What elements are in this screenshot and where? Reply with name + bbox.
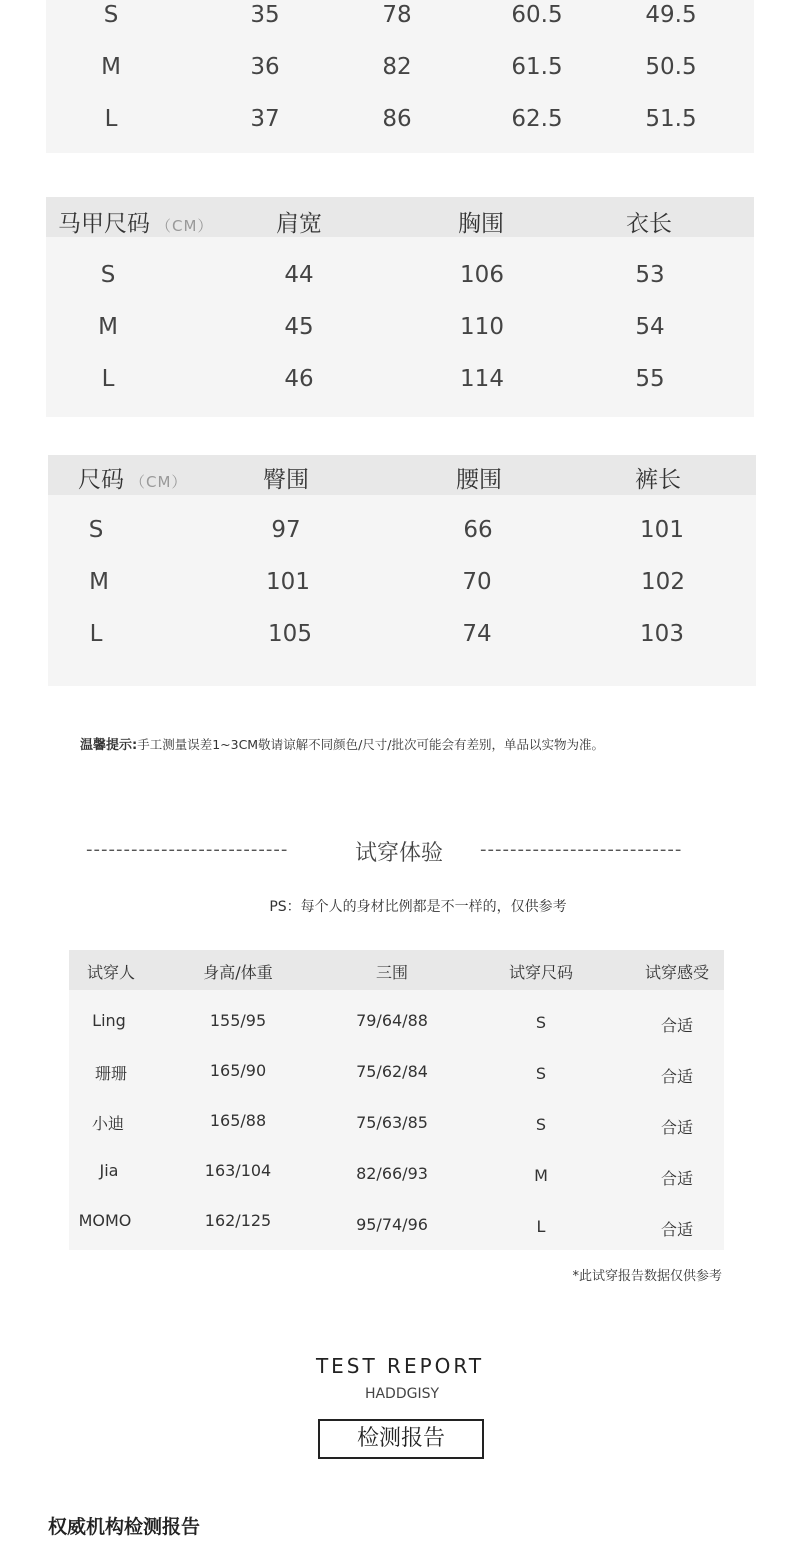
tester-name: MOMO xyxy=(78,1211,132,1230)
table-cell: 50.5 xyxy=(645,54,697,80)
pants-table-unit: （CM） xyxy=(130,473,188,491)
trial-size: M xyxy=(534,1166,548,1185)
table-cell: 105 xyxy=(268,621,312,647)
table-cell: 55 xyxy=(635,366,665,392)
table-cell: 45 xyxy=(284,314,314,340)
trial-feeling: 合适 xyxy=(660,1220,694,1239)
table-cell: 36 xyxy=(250,54,280,80)
trial-footnote: *此试穿报告数据仅供参考 xyxy=(572,1269,722,1284)
table-cell: 54 xyxy=(635,314,665,340)
column-header: 肩宽 xyxy=(276,211,322,237)
table-cell: 44 xyxy=(284,262,314,288)
tester-name: 珊珊 xyxy=(94,1064,128,1083)
column-header: 三围 xyxy=(375,963,409,982)
table-cell: S xyxy=(88,517,104,543)
trial-feeling: 合适 xyxy=(660,1016,694,1035)
table-cell: 114 xyxy=(460,366,504,392)
measurements: 79/64/88 xyxy=(356,1011,428,1030)
trial-size: S xyxy=(535,1115,547,1134)
column-header: 衣长 xyxy=(626,211,672,237)
tester-name: Ling xyxy=(92,1011,126,1030)
height-weight: 165/88 xyxy=(209,1111,267,1130)
column-header: 腰围 xyxy=(456,467,502,493)
brand-name: HADDGISY xyxy=(364,1386,440,1402)
table-cell: 103 xyxy=(640,621,684,647)
vest-table-title-text: 马甲尺码 xyxy=(58,211,150,237)
trial-size: S xyxy=(535,1013,547,1032)
column-header: 试穿尺码 xyxy=(508,963,574,982)
measurement-tip xyxy=(80,734,604,753)
column-header: 臀围 xyxy=(263,467,309,493)
table-cell: 53 xyxy=(635,262,665,288)
table-cell: 37 xyxy=(250,106,280,132)
table-cell: 70 xyxy=(462,569,492,595)
trial-size: L xyxy=(536,1217,546,1236)
trial-table xyxy=(69,950,724,1250)
divider-right: --------------------------- xyxy=(480,839,683,860)
table-cell: S xyxy=(100,262,116,288)
column-header: 试穿感受 xyxy=(644,963,710,982)
tester-name: Jia xyxy=(99,1161,119,1180)
height-weight: 162/125 xyxy=(204,1211,272,1230)
column-header: 身高/体重 xyxy=(203,963,273,982)
table-cell: 62.5 xyxy=(511,106,563,132)
vest-table-title xyxy=(58,205,213,238)
tip-text: 手工测量误差1~3CM敬请谅解不同颜色/尺寸/批次可能会有差别，单品以实物为准。 xyxy=(137,737,605,752)
table-cell: 101 xyxy=(640,517,684,543)
pants-table-title xyxy=(78,461,187,494)
table-cell: L xyxy=(101,366,115,392)
height-weight: 165/90 xyxy=(209,1061,267,1080)
column-header: 裤长 xyxy=(635,467,681,493)
trial-section-title: 试穿体验 xyxy=(354,841,444,866)
table-cell: 78 xyxy=(382,2,412,28)
table-cell: 74 xyxy=(462,621,492,647)
trial-feeling: 合适 xyxy=(660,1169,694,1188)
trial-feeling: 合适 xyxy=(660,1118,694,1137)
table-cell: M xyxy=(98,314,118,340)
section-heading: 权威机构检测报告 xyxy=(48,1516,201,1538)
measurements: 75/63/85 xyxy=(356,1113,428,1132)
table-cell: 51.5 xyxy=(645,106,697,132)
table-cell: L xyxy=(89,621,103,647)
table-cell: 60.5 xyxy=(511,2,563,28)
tester-name: 小迪 xyxy=(91,1114,125,1133)
measurements: 75/62/84 xyxy=(356,1062,428,1081)
pants-table-title-text: 尺码 xyxy=(78,467,124,493)
table-cell: 106 xyxy=(460,262,504,288)
test-report-button[interactable] xyxy=(318,1419,484,1459)
trial-ps-note: PS：每个人的身材比例都是不一样的，仅供参考 xyxy=(269,899,567,915)
table-cell: 97 xyxy=(271,517,301,543)
table-cell: 82 xyxy=(382,54,412,80)
table-cell: 61.5 xyxy=(511,54,563,80)
test-report-title: TEST REPORT xyxy=(315,1354,485,1378)
trial-feeling: 合适 xyxy=(660,1067,694,1086)
test-report-button-label: 检测报告 xyxy=(356,1426,445,1451)
height-weight: 155/95 xyxy=(209,1011,267,1030)
table-cell: 66 xyxy=(463,517,493,543)
table-cell: 49.5 xyxy=(645,2,697,28)
table-cell: M xyxy=(101,54,121,80)
table-cell: 110 xyxy=(460,314,504,340)
measurements: 82/66/93 xyxy=(356,1164,428,1183)
vest-table-unit: （CM） xyxy=(156,217,214,235)
height-weight: 163/104 xyxy=(204,1161,272,1180)
table-cell: 35 xyxy=(250,2,280,28)
tip-label: 温馨提示: xyxy=(80,738,138,753)
table-cell: L xyxy=(104,106,118,132)
table-cell: S xyxy=(103,2,119,28)
column-header: 试穿人 xyxy=(86,963,136,982)
table-cell: M xyxy=(89,569,109,595)
table-cell: 46 xyxy=(284,366,314,392)
measurements: 95/74/96 xyxy=(356,1215,428,1234)
divider-left: --------------------------- xyxy=(86,839,289,860)
table-cell: 102 xyxy=(641,569,685,595)
column-header: 胸围 xyxy=(458,211,504,237)
table-cell: 101 xyxy=(266,569,310,595)
table-cell: 86 xyxy=(382,106,412,132)
trial-size: S xyxy=(535,1064,547,1083)
